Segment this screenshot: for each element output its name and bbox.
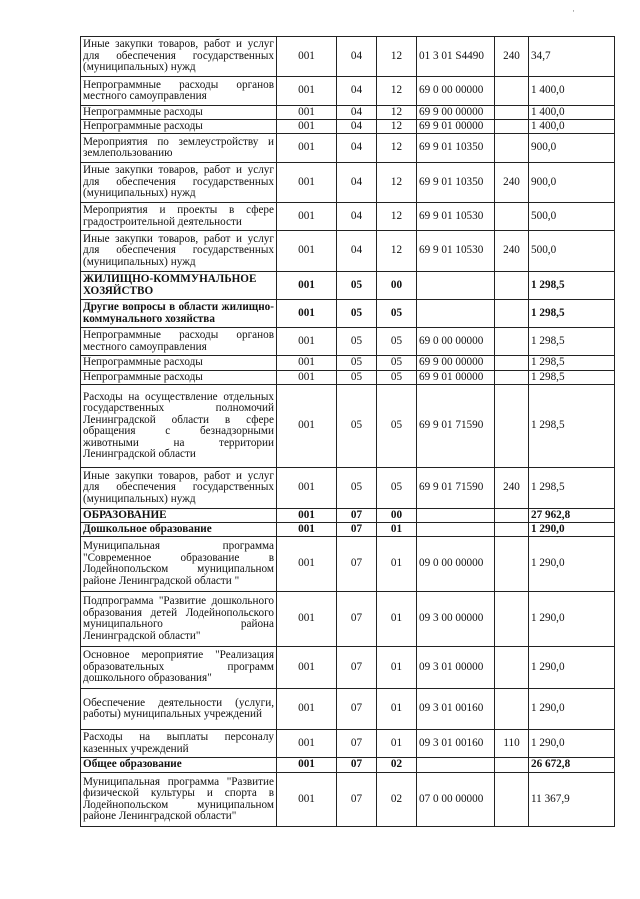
expense-type-cell: [495, 328, 529, 356]
subsection-code-cell: 02: [377, 773, 417, 827]
amount-cell: 1 290,0: [529, 592, 615, 647]
subsection-code-cell: 00: [377, 509, 417, 523]
expense-type-cell: [495, 77, 529, 106]
section-code-cell: 05: [337, 371, 377, 385]
section-code-cell: 07: [337, 647, 377, 689]
subsection-code-cell: 02: [377, 758, 417, 773]
table-row: [81, 231, 615, 272]
expense-name-cell: Расходы на осуществление отдельных государственных полномочий Ленинградской области в сфере обращения с безнадзорными животными на территории Ленинградской области: [81, 385, 277, 468]
expense-type-cell: [495, 592, 529, 647]
section-code-cell: 07: [337, 773, 377, 827]
table-row: [81, 163, 615, 203]
department-code-cell: 001: [277, 537, 337, 592]
table-row: [81, 592, 615, 647]
amount-cell: 1 298,5: [529, 300, 615, 328]
expense-name-cell: Другие вопросы в области жилищно-коммунального хозяйства: [81, 300, 277, 328]
target-article-cell: [417, 272, 495, 300]
target-article-cell: 69 0 00 00000: [417, 328, 495, 356]
expense-name-cell: Иные закупки товаров, работ и услуг для обеспечения государственных (муниципальных) нужд: [81, 231, 277, 272]
amount-cell: 1 298,5: [529, 468, 615, 509]
department-code-cell: 001: [277, 509, 337, 523]
amount-cell: 34,7: [529, 37, 615, 77]
target-article-cell: 07 0 00 00000: [417, 773, 495, 827]
expense-name-cell: Непрограммные расходы: [81, 356, 277, 371]
section-code-cell: 04: [337, 163, 377, 203]
target-article-cell: 09 0 00 00000: [417, 537, 495, 592]
amount-cell: 11 367,9: [529, 773, 615, 827]
expense-type-cell: [495, 371, 529, 385]
expense-type-cell: [495, 385, 529, 468]
expense-name-cell: Общее образование: [81, 758, 277, 773]
department-code-cell: 001: [277, 106, 337, 120]
amount-cell: 1 298,5: [529, 385, 615, 468]
subsection-code-cell: 12: [377, 203, 417, 231]
table-row: [81, 77, 615, 106]
expense-type-cell: [495, 773, 529, 827]
subsection-code-cell: 00: [377, 272, 417, 300]
amount-cell: 900,0: [529, 134, 615, 163]
expense-name-cell: Непрограммные расходы: [81, 120, 277, 134]
amount-cell: 1 400,0: [529, 77, 615, 106]
target-article-cell: 69 9 00 00000: [417, 356, 495, 371]
expense-type-cell: [495, 203, 529, 231]
table-row: [81, 730, 615, 758]
table-row: [81, 773, 615, 827]
expense-type-cell: [495, 758, 529, 773]
expense-name-cell: Иные закупки товаров, работ и услуг для обеспечения государственных (муниципальных) нужд: [81, 37, 277, 77]
department-code-cell: 001: [277, 37, 337, 77]
expense-type-cell: [495, 134, 529, 163]
department-code-cell: 001: [277, 163, 337, 203]
department-code-cell: 001: [277, 120, 337, 134]
section-code-cell: 07: [337, 730, 377, 758]
expense-type-cell: [495, 356, 529, 371]
subsection-code-cell: 12: [377, 106, 417, 120]
section-code-cell: 07: [337, 537, 377, 592]
budget-table: [80, 36, 615, 827]
expense-name-cell: Основное мероприятие "Реализация образовательных программ дошкольного образования": [81, 647, 277, 689]
amount-cell: 1 290,0: [529, 523, 615, 537]
department-code-cell: 001: [277, 77, 337, 106]
section-code-cell: 05: [337, 385, 377, 468]
target-article-cell: 69 0 00 00000: [417, 77, 495, 106]
department-code-cell: 001: [277, 758, 337, 773]
amount-cell: 1 290,0: [529, 537, 615, 592]
expense-name-cell: ОБРАЗОВАНИЕ: [81, 509, 277, 523]
section-code-cell: 05: [337, 328, 377, 356]
page-corner-mark: ·: [572, 6, 575, 16]
amount-cell: 900,0: [529, 163, 615, 203]
subsection-code-cell: 01: [377, 647, 417, 689]
section-code-cell: 05: [337, 356, 377, 371]
target-article-cell: 09 3 01 00160: [417, 689, 495, 730]
expense-name-cell: Обеспечение деятельности (услуги, работы) муниципальных учреждений: [81, 689, 277, 730]
target-article-cell: 09 3 01 00000: [417, 647, 495, 689]
section-code-cell: 07: [337, 689, 377, 730]
table-row: [81, 758, 615, 773]
expense-name-cell: Иные закупки товаров, работ и услуг для обеспечения государственных (муниципальных) нужд: [81, 163, 277, 203]
expense-name-cell: Непрограммные расходы: [81, 371, 277, 385]
expense-name-cell: ЖИЛИЩНО-КОММУНАЛЬНОЕ ХОЗЯЙСТВО: [81, 272, 277, 300]
section-code-cell: 04: [337, 120, 377, 134]
department-code-cell: 001: [277, 203, 337, 231]
table-row: [81, 537, 615, 592]
table-row: [81, 356, 615, 371]
target-article-cell: [417, 523, 495, 537]
target-article-cell: 69 9 01 00000: [417, 371, 495, 385]
subsection-code-cell: 01: [377, 537, 417, 592]
amount-cell: 500,0: [529, 231, 615, 272]
target-article-cell: 69 9 01 10350: [417, 134, 495, 163]
target-article-cell: 69 9 01 10350: [417, 163, 495, 203]
subsection-code-cell: 01: [377, 689, 417, 730]
department-code-cell: 001: [277, 523, 337, 537]
target-article-cell: 69 9 01 10530: [417, 203, 495, 231]
subsection-code-cell: 12: [377, 37, 417, 77]
table-row: [81, 509, 615, 523]
expense-name-cell: Непрограммные расходы органов местного самоуправления: [81, 77, 277, 106]
department-code-cell: 001: [277, 730, 337, 758]
section-code-cell: 05: [337, 300, 377, 328]
expense-name-cell: Непрограммные расходы: [81, 106, 277, 120]
subsection-code-cell: 12: [377, 163, 417, 203]
expense-type-cell: [495, 272, 529, 300]
table-row: [81, 203, 615, 231]
amount-cell: 1 298,5: [529, 272, 615, 300]
budget-table-body: [81, 37, 615, 827]
table-row: [81, 120, 615, 134]
amount-cell: 1 298,5: [529, 356, 615, 371]
expense-type-cell: [495, 106, 529, 120]
section-code-cell: 04: [337, 134, 377, 163]
subsection-code-cell: 01: [377, 592, 417, 647]
department-code-cell: 001: [277, 328, 337, 356]
section-code-cell: 04: [337, 37, 377, 77]
target-article-cell: 09 3 01 00160: [417, 730, 495, 758]
department-code-cell: 001: [277, 385, 337, 468]
expense-type-cell: [495, 689, 529, 730]
department-code-cell: 001: [277, 356, 337, 371]
expense-name-cell: Непрограммные расходы органов местного самоуправления: [81, 328, 277, 356]
subsection-code-cell: 05: [377, 371, 417, 385]
amount-cell: 1 400,0: [529, 120, 615, 134]
department-code-cell: 001: [277, 272, 337, 300]
table-row: [81, 328, 615, 356]
expense-name-cell: Муниципальная программа "Развитие физической культуры и спорта в Лодейнопольском муниципальном районе Ленинградской области": [81, 773, 277, 827]
expense-type-cell: [495, 523, 529, 537]
amount-cell: 1 298,5: [529, 371, 615, 385]
section-code-cell: 05: [337, 272, 377, 300]
expense-name-cell: Мероприятия и проекты в сфере градостроительной деятельности: [81, 203, 277, 231]
subsection-code-cell: 01: [377, 730, 417, 758]
amount-cell: 1 290,0: [529, 647, 615, 689]
expense-type-cell: 240: [495, 468, 529, 509]
amount-cell: 1 290,0: [529, 689, 615, 730]
expense-type-cell: 240: [495, 231, 529, 272]
target-article-cell: 69 9 01 00000: [417, 120, 495, 134]
subsection-code-cell: 12: [377, 231, 417, 272]
amount-cell: 26 672,8: [529, 758, 615, 773]
expense-type-cell: [495, 300, 529, 328]
amount-cell: 1 290,0: [529, 730, 615, 758]
subsection-code-cell: 05: [377, 328, 417, 356]
department-code-cell: 001: [277, 231, 337, 272]
expense-name-cell: Муниципальная программа "Современное образование в Лодейнопольском муниципальном районе Ленинградской области ": [81, 537, 277, 592]
expense-type-cell: [495, 647, 529, 689]
table-row: [81, 37, 615, 77]
section-code-cell: 04: [337, 203, 377, 231]
amount-cell: 500,0: [529, 203, 615, 231]
expense-name-cell: Мероприятия по землеустройству и землепользованию: [81, 134, 277, 163]
department-code-cell: 001: [277, 773, 337, 827]
target-article-cell: 69 9 00 00000: [417, 106, 495, 120]
target-article-cell: 09 3 00 00000: [417, 592, 495, 647]
department-code-cell: 001: [277, 647, 337, 689]
department-code-cell: 001: [277, 689, 337, 730]
target-article-cell: 69 9 01 10530: [417, 231, 495, 272]
expense-type-cell: 240: [495, 37, 529, 77]
table-row: [81, 371, 615, 385]
department-code-cell: 001: [277, 134, 337, 163]
target-article-cell: 01 3 01 S4490: [417, 37, 495, 77]
expense-name-cell: Дошкольное образование: [81, 523, 277, 537]
table-row: [81, 134, 615, 163]
department-code-cell: 001: [277, 371, 337, 385]
section-code-cell: 07: [337, 758, 377, 773]
subsection-code-cell: 12: [377, 134, 417, 163]
target-article-cell: 69 9 01 71590: [417, 468, 495, 509]
expense-name-cell: Подпрограмма "Развитие дошкольного образования детей Лодейнопольского муниципального района Ленинградской области": [81, 592, 277, 647]
section-code-cell: 07: [337, 592, 377, 647]
table-row: [81, 300, 615, 328]
subsection-code-cell: 12: [377, 77, 417, 106]
table-row: [81, 689, 615, 730]
section-code-cell: 05: [337, 468, 377, 509]
section-code-cell: 07: [337, 509, 377, 523]
table-row: [81, 385, 615, 468]
section-code-cell: 04: [337, 106, 377, 120]
amount-cell: 27 962,8: [529, 509, 615, 523]
department-code-cell: 001: [277, 300, 337, 328]
target-article-cell: [417, 300, 495, 328]
subsection-code-cell: 12: [377, 120, 417, 134]
table-row: [81, 468, 615, 509]
expense-type-cell: [495, 509, 529, 523]
target-article-cell: 69 9 01 71590: [417, 385, 495, 468]
section-code-cell: 04: [337, 231, 377, 272]
expense-type-cell: 240: [495, 163, 529, 203]
expense-name-cell: Иные закупки товаров, работ и услуг для обеспечения государственных (муниципальных) нужд: [81, 468, 277, 509]
section-code-cell: 04: [337, 77, 377, 106]
table-row: [81, 272, 615, 300]
expense-type-cell: 110: [495, 730, 529, 758]
amount-cell: 1 298,5: [529, 328, 615, 356]
target-article-cell: [417, 509, 495, 523]
subsection-code-cell: 05: [377, 356, 417, 371]
amount-cell: 1 400,0: [529, 106, 615, 120]
table-row: [81, 106, 615, 120]
department-code-cell: 001: [277, 592, 337, 647]
expense-type-cell: [495, 120, 529, 134]
expense-type-cell: [495, 537, 529, 592]
subsection-code-cell: 05: [377, 300, 417, 328]
subsection-code-cell: 05: [377, 385, 417, 468]
section-code-cell: 07: [337, 523, 377, 537]
department-code-cell: 001: [277, 468, 337, 509]
table-row: [81, 647, 615, 689]
expense-name-cell: Расходы на выплаты персоналу казенных учреждений: [81, 730, 277, 758]
subsection-code-cell: 05: [377, 468, 417, 509]
table-row: [81, 523, 615, 537]
subsection-code-cell: 01: [377, 523, 417, 537]
target-article-cell: [417, 758, 495, 773]
